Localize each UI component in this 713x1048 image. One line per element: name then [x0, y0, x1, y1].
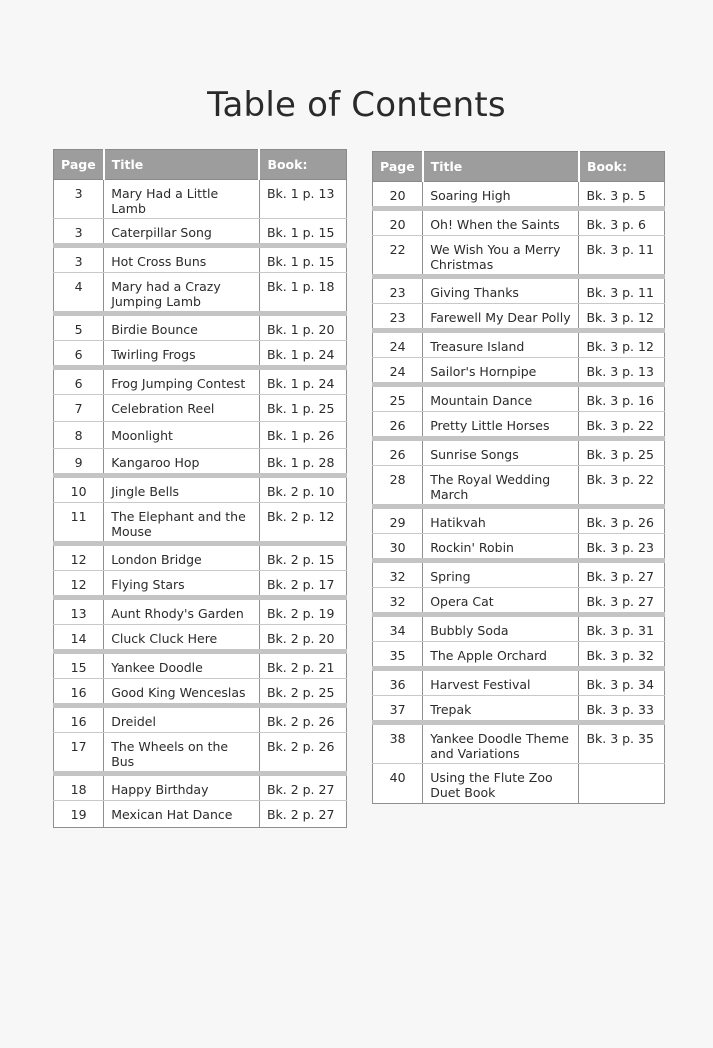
table-row — [54, 625, 347, 652]
cell-book: Bk. 2 p. 27 — [259, 774, 346, 801]
table-row — [54, 246, 347, 273]
table-row — [54, 544, 347, 571]
cell-title: Birdie Bounce — [104, 314, 260, 341]
cell-title: Pretty Little Horses — [423, 412, 579, 439]
cell-title: The Elephant and the Mouse — [104, 503, 260, 544]
cell-page: 14 — [54, 625, 104, 652]
cell-title: Yankee Doodle — [104, 652, 260, 679]
cell-book: Bk. 1 p. 24 — [259, 341, 346, 368]
cell-page: 29 — [373, 507, 423, 534]
toc-table-right — [372, 151, 665, 804]
cell-book: Bk. 3 p. 23 — [579, 534, 665, 561]
cell-book: Bk. 2 p. 27 — [259, 801, 346, 828]
cell-page: 5 — [54, 314, 104, 341]
cell-title: We Wish You a Merry Christmas — [423, 236, 579, 277]
cell-title: The Apple Orchard — [423, 642, 579, 669]
table-row — [373, 615, 665, 642]
table-row — [373, 304, 665, 331]
cell-book: Bk. 3 p. 26 — [579, 507, 665, 534]
cell-title: Celebration Reel — [104, 395, 260, 422]
cell-title: Sailor's Hornpipe — [423, 358, 579, 385]
cell-page: 24 — [373, 331, 423, 358]
cell-title: Treasure Island — [423, 331, 579, 358]
cell-page: 6 — [54, 368, 104, 395]
cell-title: Sunrise Songs — [423, 439, 579, 466]
cell-title: The Wheels on the Bus — [104, 733, 260, 774]
cell-book: Bk. 3 p. 22 — [579, 466, 665, 507]
cell-title: Rockin' Robin — [423, 534, 579, 561]
table-row — [54, 774, 347, 801]
table-row — [54, 598, 347, 625]
table-row — [54, 341, 347, 368]
cell-page: 15 — [54, 652, 104, 679]
cell-page: 12 — [54, 544, 104, 571]
cell-title: Kangaroo Hop — [104, 449, 260, 476]
cell-title: The Royal Wedding March — [423, 466, 579, 507]
cell-page: 28 — [373, 466, 423, 507]
cell-title: Flying Stars — [104, 571, 260, 598]
table-row — [373, 534, 665, 561]
table-row — [54, 706, 347, 733]
cell-title: Mary had a Crazy Jumping Lamb — [104, 273, 260, 314]
column-header-title: Title — [104, 150, 260, 180]
cell-book: Bk. 3 p. 5 — [579, 182, 665, 209]
column-header-book: Book: — [579, 152, 665, 182]
cell-book: Bk. 3 p. 32 — [579, 642, 665, 669]
cell-title: Harvest Festival — [423, 669, 579, 696]
cell-page: 6 — [54, 341, 104, 368]
table-row — [54, 395, 347, 422]
table-row — [54, 368, 347, 395]
cell-page: 11 — [54, 503, 104, 544]
cell-book: Bk. 1 p. 28 — [259, 449, 346, 476]
table-row — [54, 422, 347, 449]
cell-page: 20 — [373, 209, 423, 236]
cell-book: Bk. 2 p. 10 — [259, 476, 346, 503]
cell-book: Bk. 3 p. 11 — [579, 277, 665, 304]
cell-page: 25 — [373, 385, 423, 412]
cell-title: Yankee Doodle Theme and Variations — [423, 723, 579, 764]
table-row — [54, 733, 347, 774]
cell-page: 16 — [54, 706, 104, 733]
table-row — [373, 561, 665, 588]
table-row — [54, 503, 347, 544]
cell-page: 22 — [373, 236, 423, 277]
cell-book — [579, 764, 665, 804]
cell-page: 17 — [54, 733, 104, 774]
cell-book: Bk. 1 p. 15 — [259, 246, 346, 273]
cell-title: Farewell My Dear Polly — [423, 304, 579, 331]
column-header-page: Page — [54, 150, 104, 180]
cell-page: 23 — [373, 277, 423, 304]
column-header-page: Page — [373, 152, 423, 182]
cell-title: Frog Jumping Contest — [104, 368, 260, 395]
cell-page: 19 — [54, 801, 104, 828]
cell-page: 40 — [373, 764, 423, 804]
cell-title: Twirling Frogs — [104, 341, 260, 368]
table-row — [54, 219, 347, 246]
cell-book: Bk. 2 p. 15 — [259, 544, 346, 571]
cell-title: Moonlight — [104, 422, 260, 449]
table-row — [373, 331, 665, 358]
cell-title: Aunt Rhody's Garden — [104, 598, 260, 625]
table-row — [373, 588, 665, 615]
cell-title: Oh! When the Saints — [423, 209, 579, 236]
cell-title: Mary Had a Little Lamb — [104, 180, 260, 219]
table-row — [373, 466, 665, 507]
table-header-row — [373, 152, 665, 182]
cell-title: Trepak — [423, 696, 579, 723]
cell-book: Bk. 3 p. 33 — [579, 696, 665, 723]
table-row — [373, 358, 665, 385]
cell-page: 26 — [373, 412, 423, 439]
cell-page: 4 — [54, 273, 104, 314]
table-row — [373, 764, 665, 804]
table-row — [373, 385, 665, 412]
cell-title: Mountain Dance — [423, 385, 579, 412]
column-header-title: Title — [423, 152, 579, 182]
cell-title: Happy Birthday — [104, 774, 260, 801]
cell-book: Bk. 1 p. 26 — [259, 422, 346, 449]
cell-title: Soaring High — [423, 182, 579, 209]
table-row — [373, 507, 665, 534]
table-row — [373, 669, 665, 696]
cell-book: Bk. 1 p. 15 — [259, 219, 346, 246]
page-title: Table of Contents — [207, 84, 506, 125]
table-row — [54, 180, 347, 219]
cell-title: Spring — [423, 561, 579, 588]
cell-title: Good King Wenceslas — [104, 679, 260, 706]
table-row — [373, 696, 665, 723]
cell-title: Caterpillar Song — [104, 219, 260, 246]
cell-book: Bk. 1 p. 13 — [259, 180, 346, 219]
cell-page: 34 — [373, 615, 423, 642]
cell-page: 18 — [54, 774, 104, 801]
cell-title: Bubbly Soda — [423, 615, 579, 642]
table-row — [54, 449, 347, 476]
cell-page: 38 — [373, 723, 423, 764]
cell-page: 12 — [54, 571, 104, 598]
cell-page: 16 — [54, 679, 104, 706]
cell-page: 35 — [373, 642, 423, 669]
cell-book: Bk. 3 p. 35 — [579, 723, 665, 764]
cell-book: Bk. 1 p. 18 — [259, 273, 346, 314]
cell-book: Bk. 3 p. 16 — [579, 385, 665, 412]
table-row — [54, 652, 347, 679]
table-row — [373, 412, 665, 439]
toc-table-left — [53, 149, 347, 828]
cell-title: Cluck Cluck Here — [104, 625, 260, 652]
cell-book: Bk. 2 p. 26 — [259, 706, 346, 733]
cell-page: 32 — [373, 588, 423, 615]
cell-book: Bk. 2 p. 20 — [259, 625, 346, 652]
cell-page: 10 — [54, 476, 104, 503]
table-row — [54, 571, 347, 598]
cell-title: London Bridge — [104, 544, 260, 571]
cell-book: Bk. 1 p. 24 — [259, 368, 346, 395]
cell-page: 8 — [54, 422, 104, 449]
table-row — [373, 236, 665, 277]
cell-page: 3 — [54, 180, 104, 219]
cell-page: 13 — [54, 598, 104, 625]
cell-title: Using the Flute Zoo Duet Book — [423, 764, 579, 804]
cell-book: Bk. 3 p. 11 — [579, 236, 665, 277]
table-row — [373, 439, 665, 466]
table-row — [373, 723, 665, 764]
table-row — [54, 273, 347, 314]
table-row — [373, 209, 665, 236]
cell-page: 23 — [373, 304, 423, 331]
cell-book: Bk. 3 p. 12 — [579, 331, 665, 358]
cell-book: Bk. 2 p. 26 — [259, 733, 346, 774]
cell-book: Bk. 3 p. 25 — [579, 439, 665, 466]
column-header-book: Book: — [259, 150, 346, 180]
cell-page: 20 — [373, 182, 423, 209]
cell-page: 9 — [54, 449, 104, 476]
table-header-row — [54, 150, 347, 180]
cell-book: Bk. 2 p. 21 — [259, 652, 346, 679]
cell-page: 3 — [54, 219, 104, 246]
cell-book: Bk. 2 p. 17 — [259, 571, 346, 598]
cell-book: Bk. 3 p. 12 — [579, 304, 665, 331]
cell-book: Bk. 2 p. 19 — [259, 598, 346, 625]
table-row — [54, 314, 347, 341]
cell-title: Giving Thanks — [423, 277, 579, 304]
cell-title: Dreidel — [104, 706, 260, 733]
cell-title: Mexican Hat Dance — [104, 801, 260, 828]
cell-book: Bk. 3 p. 22 — [579, 412, 665, 439]
cell-book: Bk. 1 p. 20 — [259, 314, 346, 341]
cell-book: Bk. 3 p. 13 — [579, 358, 665, 385]
cell-book: Bk. 3 p. 34 — [579, 669, 665, 696]
cell-book: Bk. 3 p. 27 — [579, 588, 665, 615]
cell-page: 7 — [54, 395, 104, 422]
cell-title: Hatikvah — [423, 507, 579, 534]
cell-book: Bk. 1 p. 25 — [259, 395, 346, 422]
cell-page: 3 — [54, 246, 104, 273]
cell-title: Hot Cross Buns — [104, 246, 260, 273]
cell-page: 30 — [373, 534, 423, 561]
table-row — [373, 642, 665, 669]
cell-page: 32 — [373, 561, 423, 588]
cell-book: Bk. 3 p. 6 — [579, 209, 665, 236]
cell-title: Opera Cat — [423, 588, 579, 615]
cell-book: Bk. 3 p. 27 — [579, 561, 665, 588]
table-row — [54, 476, 347, 503]
table-row — [373, 182, 665, 209]
table-row — [54, 801, 347, 828]
cell-book: Bk. 2 p. 25 — [259, 679, 346, 706]
table-row — [54, 679, 347, 706]
cell-page: 26 — [373, 439, 423, 466]
cell-title: Jingle Bells — [104, 476, 260, 503]
cell-page: 37 — [373, 696, 423, 723]
cell-page: 36 — [373, 669, 423, 696]
cell-page: 24 — [373, 358, 423, 385]
cell-book: Bk. 3 p. 31 — [579, 615, 665, 642]
table-row — [373, 277, 665, 304]
cell-book: Bk. 2 p. 12 — [259, 503, 346, 544]
